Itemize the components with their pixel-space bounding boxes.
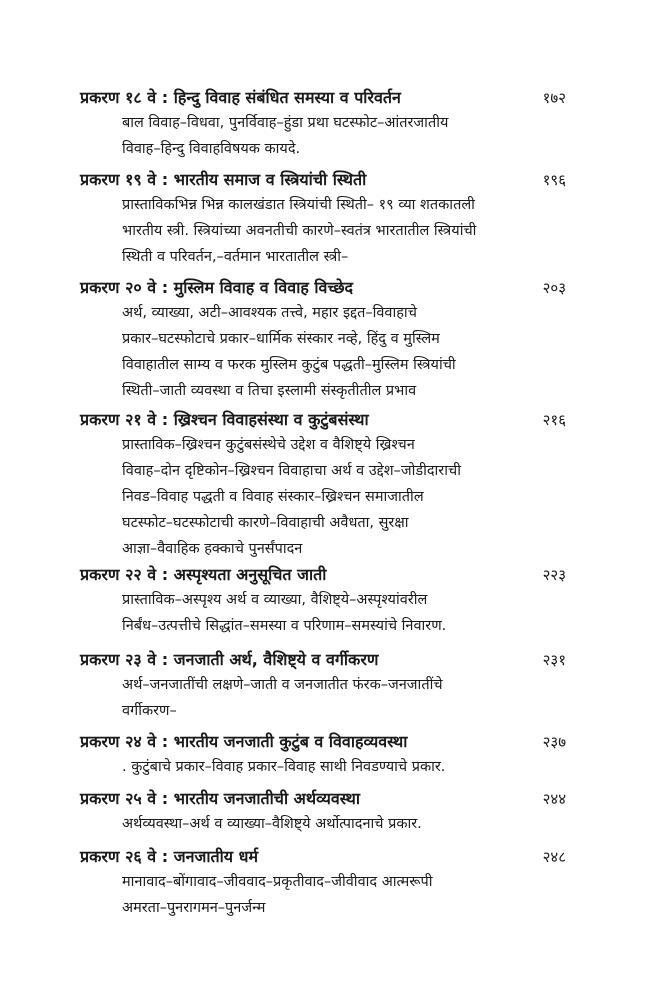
chapter-topics xyxy=(122,754,570,780)
page-number: २२३ xyxy=(542,566,566,584)
chapter-topics xyxy=(122,432,570,562)
page-number: १९६ xyxy=(542,171,566,189)
toc-entry xyxy=(80,730,570,780)
topic-line: अर्थ, व्याख्या, अटी–आवश्यक तत्त्वे, महार इद्दत–विवाहाचे xyxy=(122,305,417,321)
topic-line: स्थिती–जाती व्यवस्था व तिचा इस्लामी संस्कृतीतील प्रभाव xyxy=(122,383,417,399)
chapter-title: प्रकरण २२ वे : अस्पृश्यता अनुसूचित जाती xyxy=(80,565,327,584)
page-number: २१६ xyxy=(542,411,566,429)
toc-entry xyxy=(80,845,570,921)
toc-entry xyxy=(80,408,570,562)
toc-entry xyxy=(80,168,570,270)
chapter-heading xyxy=(80,86,570,110)
chapter-topics xyxy=(122,110,570,162)
topic-line: निर्बंध–उत्पत्तीचे सिद्धांत–समस्या व परिणाम–समस्यांचे निवारण. xyxy=(122,618,447,634)
toc-entry xyxy=(80,563,570,639)
chapter-heading xyxy=(80,408,570,432)
chapter-topics xyxy=(122,300,570,404)
topic-line: स्थिती व परिवर्तन,–वर्तमान भारतातील स्त्री– xyxy=(122,249,349,265)
topic-line: प्रास्ताविक–ख्रिश्चन कुटुंबसंस्थेचे उद्देश व वैशिष्ट्ये ख्रिश्चन xyxy=(122,437,415,453)
topic-line: निवड–विवाह पद्धती व विवाह संस्कार–ख्रिश्चन समाजातील xyxy=(122,489,424,505)
chapter-title: प्रकरण २६ वे : जनजातीय धर्म xyxy=(80,847,259,866)
topic-line: . कुटुंबाचे प्रकार–विवाह प्रकार–विवाह साथी निवडण्याचे प्रकार. xyxy=(122,759,446,775)
toc-entry xyxy=(80,86,570,162)
toc-entry xyxy=(80,648,570,724)
chapter-heading xyxy=(80,730,570,754)
chapter-title: प्रकरण २० वे : मुस्लिम विवाह व विवाह विच्छेद xyxy=(80,278,354,297)
chapter-title: प्रकरण २४ वे : भारतीय जनजाती कुटुंब व विवाहव्यवस्था xyxy=(80,732,408,751)
chapter-topics xyxy=(122,672,570,724)
topic-line: घटस्फोट–घटस्फोटाची कारणे–विवाहाची अवैधता, सुरक्षा xyxy=(122,515,409,531)
topic-line: अर्थव्यवस्था–अर्थ व व्याख्या–वैशिष्ट्ये अर्थोत्पादनाचे प्रकार. xyxy=(122,816,422,832)
chapter-title: प्रकरण २५ वे : भारतीय जनजातीची अर्थव्यवस्था xyxy=(80,789,361,808)
chapter-heading xyxy=(80,276,570,300)
chapter-heading xyxy=(80,787,570,811)
topic-line: आज्ञा–वैवाहिक हक्काचे पुनर्संपादन xyxy=(122,541,303,557)
chapter-topics xyxy=(122,869,570,921)
chapter-title: प्रकरण २१ वे : ख्रिश्चन विवाहसंस्था व कुटुंबसंस्था xyxy=(80,410,369,429)
chapter-heading xyxy=(80,563,570,587)
chapter-heading xyxy=(80,168,570,192)
topic-line: विवाहातील साम्य व फरक मुस्लिम कुटुंब पद्धती–मुस्लिम स्त्रियांची xyxy=(122,357,456,373)
page-number: २४८ xyxy=(542,848,566,866)
topic-line: बाल विवाह–विधवा, पुनर्विवाह–हुंडा प्रथा घटस्फोट–आंतरजातीय xyxy=(122,115,449,131)
toc-entry xyxy=(80,276,570,404)
page-number: १७२ xyxy=(542,89,566,107)
chapter-heading xyxy=(80,648,570,672)
topic-line: विवाह–दोन दृष्टिकोन–ख्रिश्चन विवाहाचा अर्थ व उद्देश–जोडीदाराची xyxy=(122,463,461,479)
topic-line: विवाह–हिन्दु विवाहविषयक कायदे. xyxy=(122,141,301,157)
chapter-title: प्रकरण २३ वे : जनजाती अर्थ, वैशिष्ट्ये व वर्गीकरण xyxy=(80,650,379,669)
toc-entry xyxy=(80,787,570,837)
chapter-title: प्रकरण १८ वे : हिन्दु विवाह संबंधित समस्या व परिवर्तन xyxy=(80,88,401,107)
topic-line: अमरता–पुनरागमन–पुनर्जन्म xyxy=(122,900,266,916)
chapter-topics xyxy=(122,587,570,639)
topic-line: वर्गीकरण– xyxy=(122,703,177,719)
topic-line: अर्थ–जनजातींची लक्षणे–जाती व जनजातीत फंरक–जनजातींचे xyxy=(122,677,443,693)
page-number: २४४ xyxy=(542,790,566,808)
topic-line: प्रास्ताविक–अस्पृश्य अर्थ व व्याख्या, वैशिष्ट्ये–अस्पृश्यांवरील xyxy=(122,592,428,608)
topic-line: मानावाद–बोंगावाद–जीववाद–प्रकृतीवाद–जीवीवाद आत्मरूपी xyxy=(122,874,433,890)
page-number: २०३ xyxy=(542,279,566,297)
topic-line: भारतीय स्त्री. स्त्रियांच्या अवनतीची कारणे–स्वतंत्र भारतातील स्त्रियांची xyxy=(122,223,477,239)
topic-line: प्रकार–घटस्फोटाचे प्रकार–धार्मिक संस्कार नव्हे, हिंदु व मुस्लिम xyxy=(122,331,440,347)
chapter-topics xyxy=(122,192,570,270)
chapter-title: प्रकरण १९ वे : भारतीय समाज व स्त्रियांची स्थिती xyxy=(80,170,367,189)
page-number: २३७ xyxy=(542,733,566,751)
page-number: २३१ xyxy=(542,651,566,669)
chapter-topics xyxy=(122,811,570,837)
topic-line: प्रास्ताविकभिन्न भिन्न कालखंडात स्त्रियांची स्थिती– १९ व्या शतकातली xyxy=(122,197,475,213)
chapter-heading xyxy=(80,845,570,869)
